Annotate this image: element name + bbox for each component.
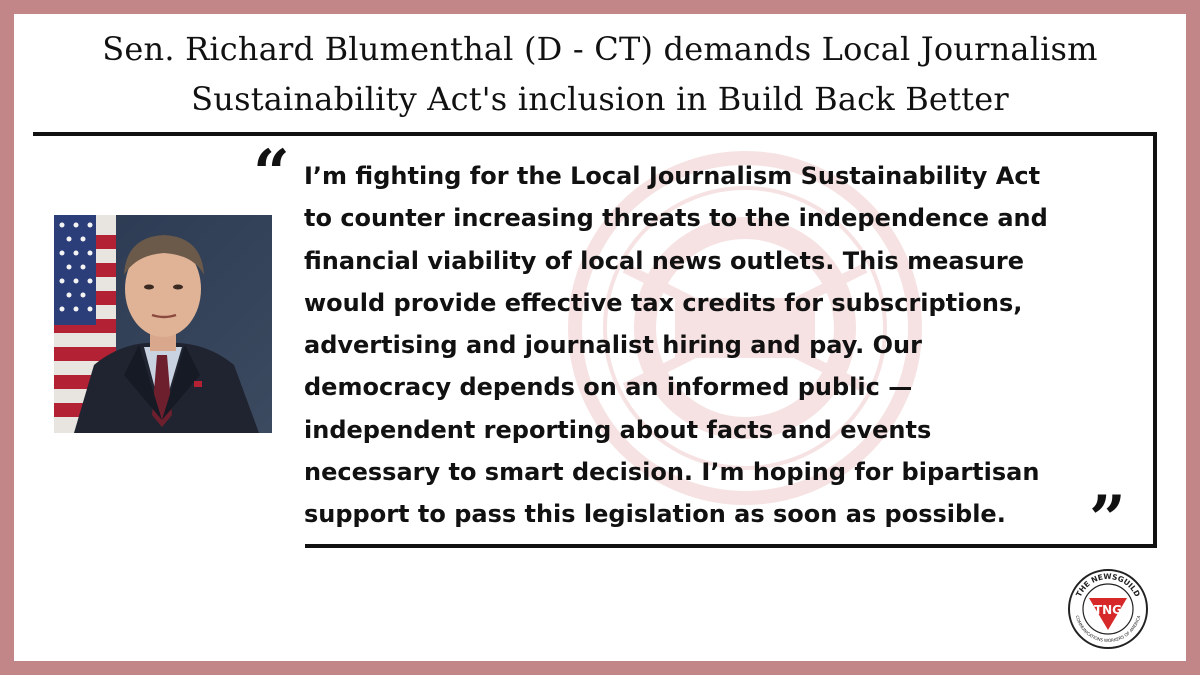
quote-line: independent reporting about facts and events bbox=[304, 415, 932, 444]
logo-ring-text-bottom: COMMUNICATIONS WORKERS OF AMERICA bbox=[1074, 614, 1142, 644]
quote-line: necessary to smart decision. I’m hoping for bipartisan bbox=[304, 458, 1040, 487]
quote-line: support to pass this legislation as soon as possible. bbox=[304, 500, 1006, 529]
quote-line: to counter increasing threats to the independence and bbox=[304, 204, 1048, 233]
headline bbox=[14, 24, 1186, 124]
senator-portrait bbox=[54, 215, 272, 433]
logo-ring-text-top: THE NEWSGUILD bbox=[1074, 571, 1142, 599]
quote-line: financial viability of local news outlets. This measure bbox=[304, 246, 1025, 275]
newsguild-logo bbox=[1067, 568, 1149, 650]
quote-bottom-rule bbox=[305, 544, 1157, 548]
close-quote-mark: ” bbox=[1089, 482, 1126, 557]
quote-line: would provide effective tax credits for subscriptions, bbox=[304, 288, 1023, 317]
quote-text bbox=[304, 155, 1154, 536]
quote-line: advertising and journalist hiring and pay. Our bbox=[304, 331, 922, 360]
quote-line: democracy depends on an informed public — bbox=[304, 373, 913, 402]
open-quote-mark: “ bbox=[253, 136, 290, 211]
quote-line: I’m fighting for the Local Journalism Sustainability Act bbox=[304, 162, 1041, 190]
headline-line-2: Sustainability Act's inclusion in Build Back Better bbox=[191, 80, 1009, 118]
headline-line-1: Sen. Richard Blumenthal (D - CT) demands Local Journalism bbox=[102, 30, 1098, 68]
logo-initials: TNG bbox=[1093, 603, 1123, 617]
